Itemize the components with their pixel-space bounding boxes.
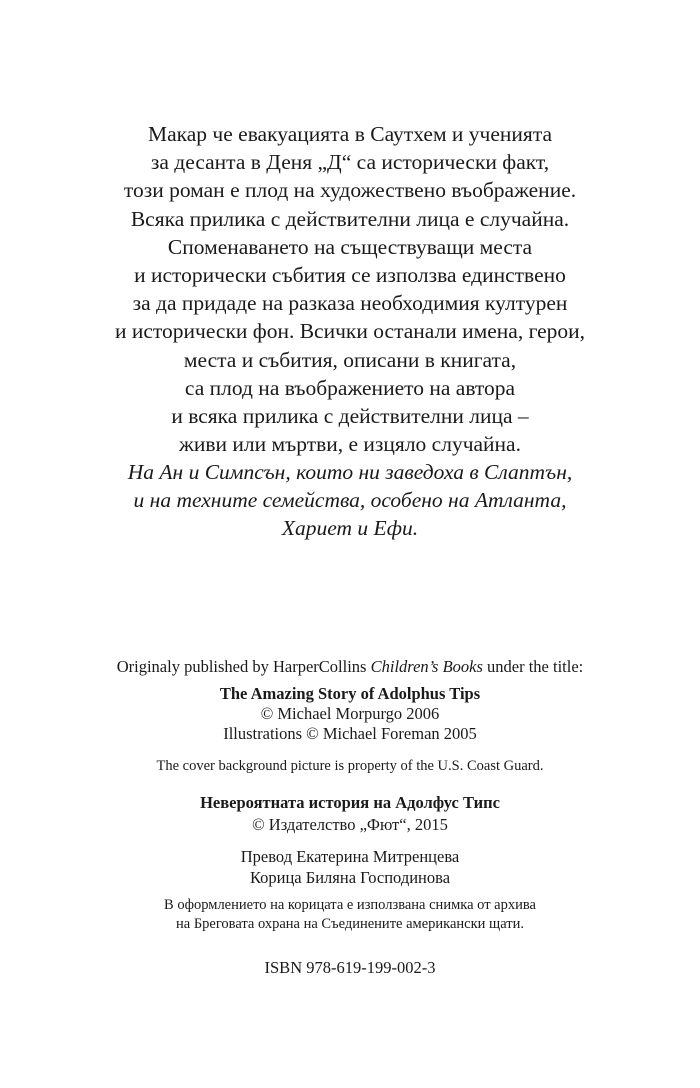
- disclaimer-line: и исторически фон. Всички останали имена, герои,: [114, 319, 586, 344]
- dedication-line: На Ан и Симпсън, които ни заведоха в Слаптън,: [127, 460, 573, 484]
- dedication-line: и на техните семейства, особено на Атланта,: [133, 488, 567, 513]
- disclaimer-line: места и събития, описани в книгата,: [183, 347, 517, 372]
- disclaimer-line: този роман е плод на художествено въображение.: [123, 178, 577, 203]
- disclaimer-line: Споменаването на съществуващи места: [167, 234, 533, 259]
- copyright-illustrations: Illustrations © Michael Foreman 2005: [223, 724, 477, 743]
- translator-credit: Превод Екатерина Митренцева: [240, 847, 460, 866]
- cover-designer-credit: Корица Биляна Господинова: [249, 868, 451, 887]
- disclaimer-line: живи или мъртви, е изцяло случайна.: [179, 432, 521, 457]
- disclaimer-line: Всяка прилика с действителни лица е случайна.: [130, 206, 570, 231]
- copyright-author: © Michael Morpurgo 2006: [260, 704, 440, 723]
- disclaimer-line: и всяка прилика с действителни лица –: [171, 404, 529, 429]
- original-publisher-prefix: Originaly published by HarperCollins: [116, 657, 371, 676]
- original-publisher-suffix: under the title:: [482, 657, 584, 676]
- dedication: [0, 458, 700, 543]
- original-imprint: Children’s Books: [370, 657, 483, 676]
- disclaimer-paragraph: [0, 120, 700, 458]
- dedication-line: Хариет и Ефи.: [281, 516, 419, 541]
- bg-title: Невероятната история на Адолфус Типс: [200, 793, 500, 812]
- disclaimer-line: за десанта в Деня „Д“ са исторически факт,: [150, 150, 550, 175]
- disclaimer-line: за да придаде на разказа необходимия културен: [132, 291, 568, 316]
- bg-cover-note-line: на Бреговата охрана на Съединените американски щати.: [176, 916, 524, 932]
- bg-cover-note-line: В оформлението на корицата е използвана снимка от архива: [164, 897, 536, 913]
- bg-copyright: © Издателство „Фют“, 2015: [252, 815, 448, 834]
- cover-note: The cover background picture is property of the U.S. Coast Guard.: [156, 758, 544, 774]
- original-publisher-line: [0, 657, 700, 677]
- original-title: The Amazing Story of Adolphus Tips: [219, 684, 481, 703]
- disclaimer-line: са плод на въображението на автора: [184, 375, 516, 400]
- disclaimer-line: Макар че евакуацията в Саутхем и ученията: [147, 122, 553, 146]
- isbn: ISBN 978-619-199-002-3: [264, 958, 436, 977]
- disclaimer-line: и исторически събития се използва единствено: [134, 263, 566, 288]
